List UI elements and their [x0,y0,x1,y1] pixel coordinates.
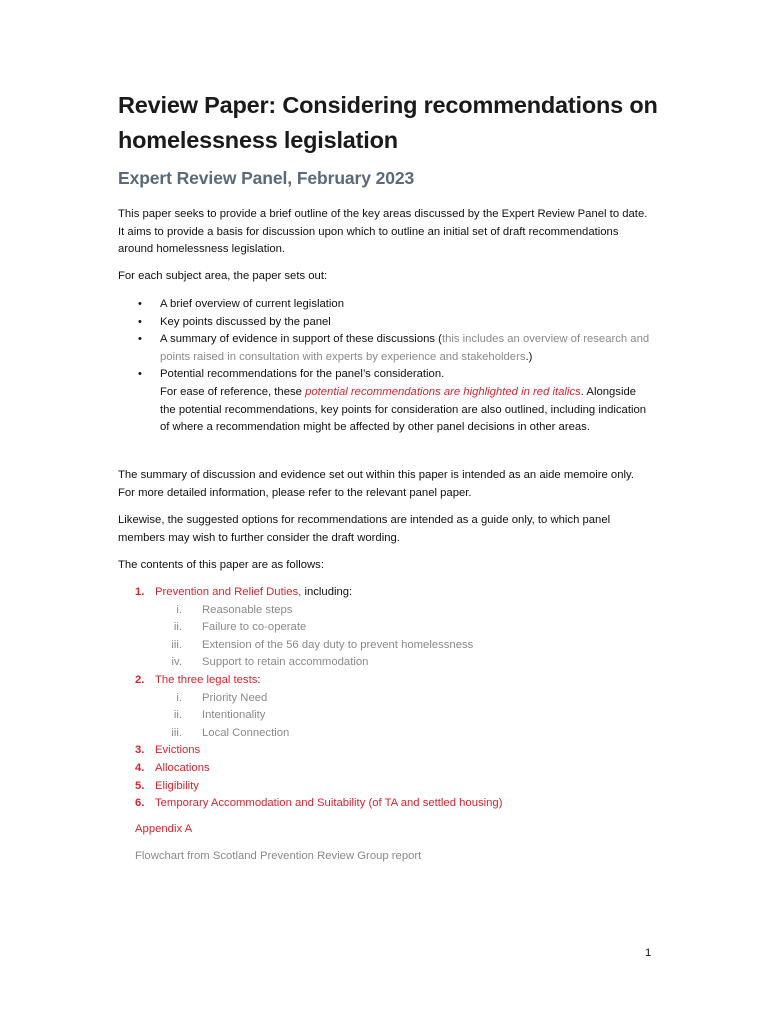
toc-section-number: 5. [135,779,145,792]
list-item [118,366,653,436]
toc-section [118,672,653,690]
toc-section-suffix: including: [301,586,353,598]
toc-section-number: 2. [135,673,145,686]
bullet-grey-text: this includes an overview of research and points raised in consultation with experts by experience and stakeholders [160,333,650,363]
bullet-text: A brief overview of current legislation [160,298,344,310]
contents-intro: The contents of this paper are as follows: [118,559,324,571]
subject-area-list [118,296,653,437]
toc-section [118,584,653,602]
likewise-paragraph: Likewise, the suggested options for recommendations are intended as a guide only, to which panel members may wish to further consider the draft wording. [118,514,611,544]
appendix-title: Appendix A [135,823,193,835]
bullet-text: A summary of evidence in support of these discussions ( [160,333,442,346]
toc-subitem-text: Local Connection [202,726,290,739]
toc-subitem [118,602,653,620]
toc-section-number: 4. [135,761,145,774]
toc-subitem-number: iv. [171,656,182,669]
toc-subitem-text: Reasonable steps [202,603,293,616]
toc-section [118,778,653,796]
toc-section-suffix: : [257,673,261,686]
toc-subitem [118,690,653,708]
appendix-description: Flowchart from Scotland Prevention Review Group report [135,850,422,862]
toc-subitem-text: Failure to co-operate [202,621,307,634]
bullet-text: Potential recommendations for the panel’s consideration. [160,368,445,381]
table-of-contents [118,584,653,813]
bullet-text-end: .) [525,350,533,363]
toc-subitem-number: i. [176,691,182,704]
toc-section-number: 6. [135,797,145,810]
page-number: 1 [645,947,652,959]
intro-paragraph: This paper seeks to provide a brief outline of the key areas discussed by the Expert Review Panel to date. It aims to provide a basis for discussion upon which to outline an initial set of draft recommendations around homelessness legislation. [118,208,648,256]
red-italic-text: potential recommendations are highlighted in red italics [305,385,581,398]
toc-subitem-number: i. [176,603,182,616]
toc-section-title: Prevention and Relief Duties, [155,586,302,598]
toc-section [118,760,653,778]
list-item [118,314,653,332]
toc-subitem [118,654,653,672]
toc-section-title: Allocations [155,761,210,774]
toc-subitem [118,725,653,743]
bullet-text: Key points discussed by the panel [160,315,331,328]
toc-subitem-number: iii. [171,638,182,651]
toc-subitem-number: ii. [173,709,182,722]
toc-subitem-number: iii. [171,726,182,739]
toc-subitem-text: Extension of the 56 day duty to prevent homelessness [202,638,474,651]
toc-subitem [118,637,653,655]
toc-section-title: Temporary Accommodation and Suitability (of TA and settled housing) [155,797,503,810]
list-item [118,296,653,314]
toc-section-number: 3. [135,744,145,757]
toc-subitem [118,619,653,637]
toc-section-title: Evictions [155,744,201,757]
list-item [118,331,653,366]
bullet-text-post: . Alongside the potential recommendations, key points for consideration are also outlined, including indication of where a recommendation might be affected by other panel decisions in other areas. [160,385,647,434]
summary-paragraph: The summary of discussion and evidence set out within this paper is intended as an aide memoire only. For more detailed information, please refer to the relevant panel paper. [118,469,634,499]
toc-subitem-text: Priority Need [202,691,268,704]
toc-subitem-number: ii. [173,621,182,634]
toc-subitem-text: Support to retain accommodation [202,656,369,669]
toc-subitem-text: Intentionality [202,709,266,722]
toc-section-title: The three legal tests [155,673,258,686]
document-subtitle: Expert Review Panel, February 2023 [118,168,415,188]
sets-out-paragraph: For each subject area, the paper sets out: [118,270,328,282]
toc-section [118,795,653,813]
toc-section-number: 1. [135,586,145,598]
toc-section [118,742,653,760]
document-title: Review Paper: Considering recommendations on homelessness legislation [118,92,658,153]
bullet-text-pre: For ease of reference, these [160,385,306,398]
toc-subitem [118,707,653,725]
toc-section-title: Eligibility [155,779,199,792]
